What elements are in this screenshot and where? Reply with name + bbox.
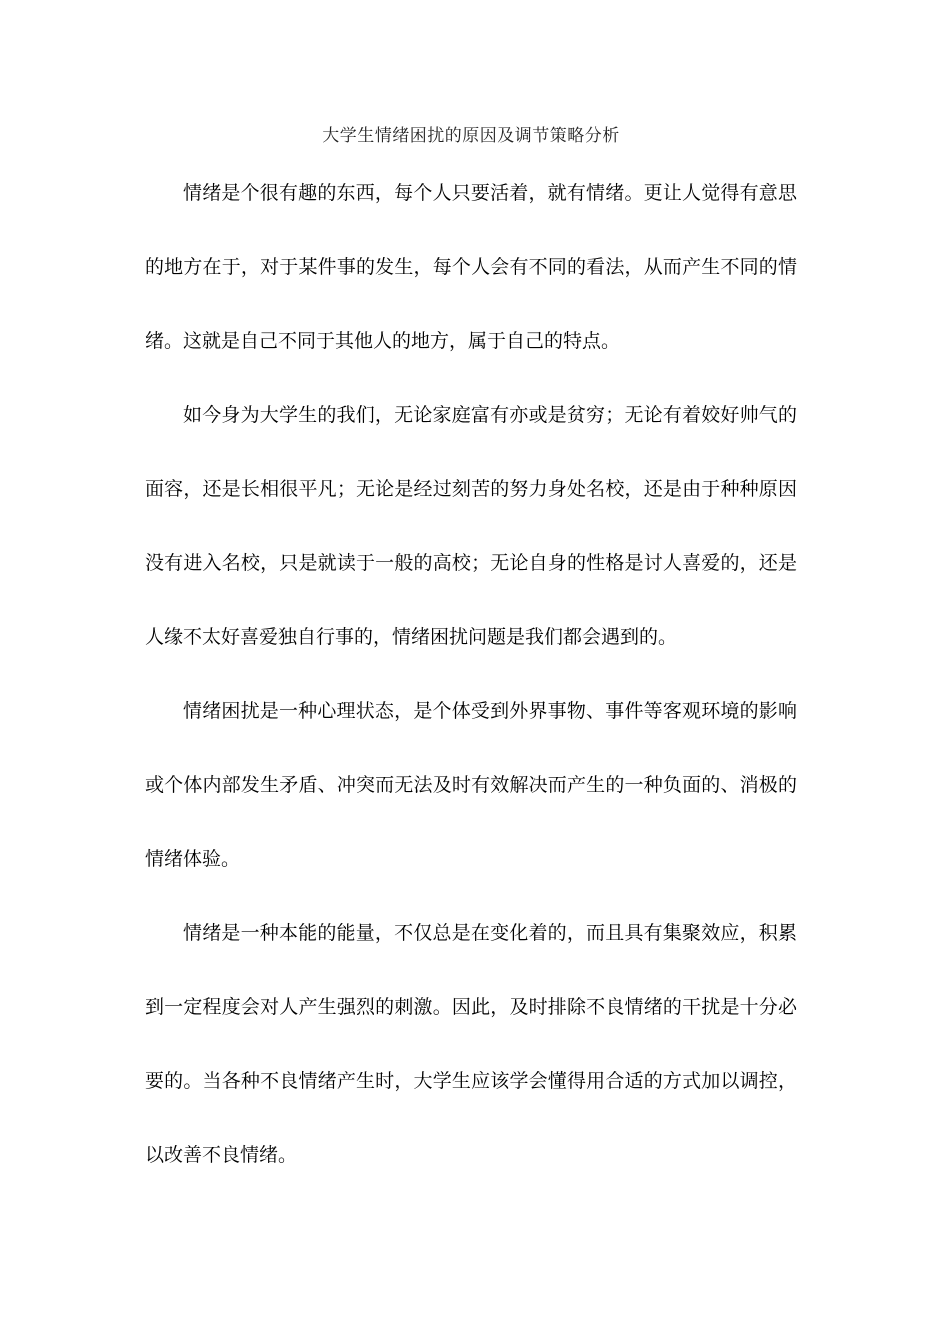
paragraph-3: 情绪困扰是一种心理状态，是个体受到外界事物、事件等客观环境的影响或个体内部发生矛盾、冲突而无法及时有效解决而产生的一种负面的、消极的情绪体验。 xyxy=(145,700,797,870)
paragraph-1: 情绪是个很有趣的东西，每个人只要活着，就有情绪。更让人觉得有意思的地方在于，对于某件事的发生，每个人会有不同的看法，从而产生不同的情绪。这就是自己不同于其他人的地方，属于自己的特点。 xyxy=(145,182,797,352)
paragraph-2: 如今身为大学生的我们，无论家庭富有亦或是贫穷；无论有着姣好帅气的面容，还是长相很平凡；无论是经过刻苦的努力身处名校，还是由于种种原因没有进入名校，只是就读于一般的高校；无论自身的性格是讨人喜爱的，还是人缘不太好喜爱独自行事的，情绪困扰问题是我们都会遇到的。 xyxy=(145,404,797,648)
document-body xyxy=(145,156,797,1192)
document-title: 大学生情绪困扰的原因及调节策略分析 xyxy=(322,126,620,146)
paragraph-4: 情绪是一种本能的能量，不仅总是在变化着的，而且具有集聚效应，积累到一定程度会对人产生强烈的刺激。因此，及时排除不良情绪的干扰是十分必要的。当各种不良情绪产生时，大学生应该学会懂得用合适的方式加以调控，以改善不良情绪。 xyxy=(145,922,797,1166)
